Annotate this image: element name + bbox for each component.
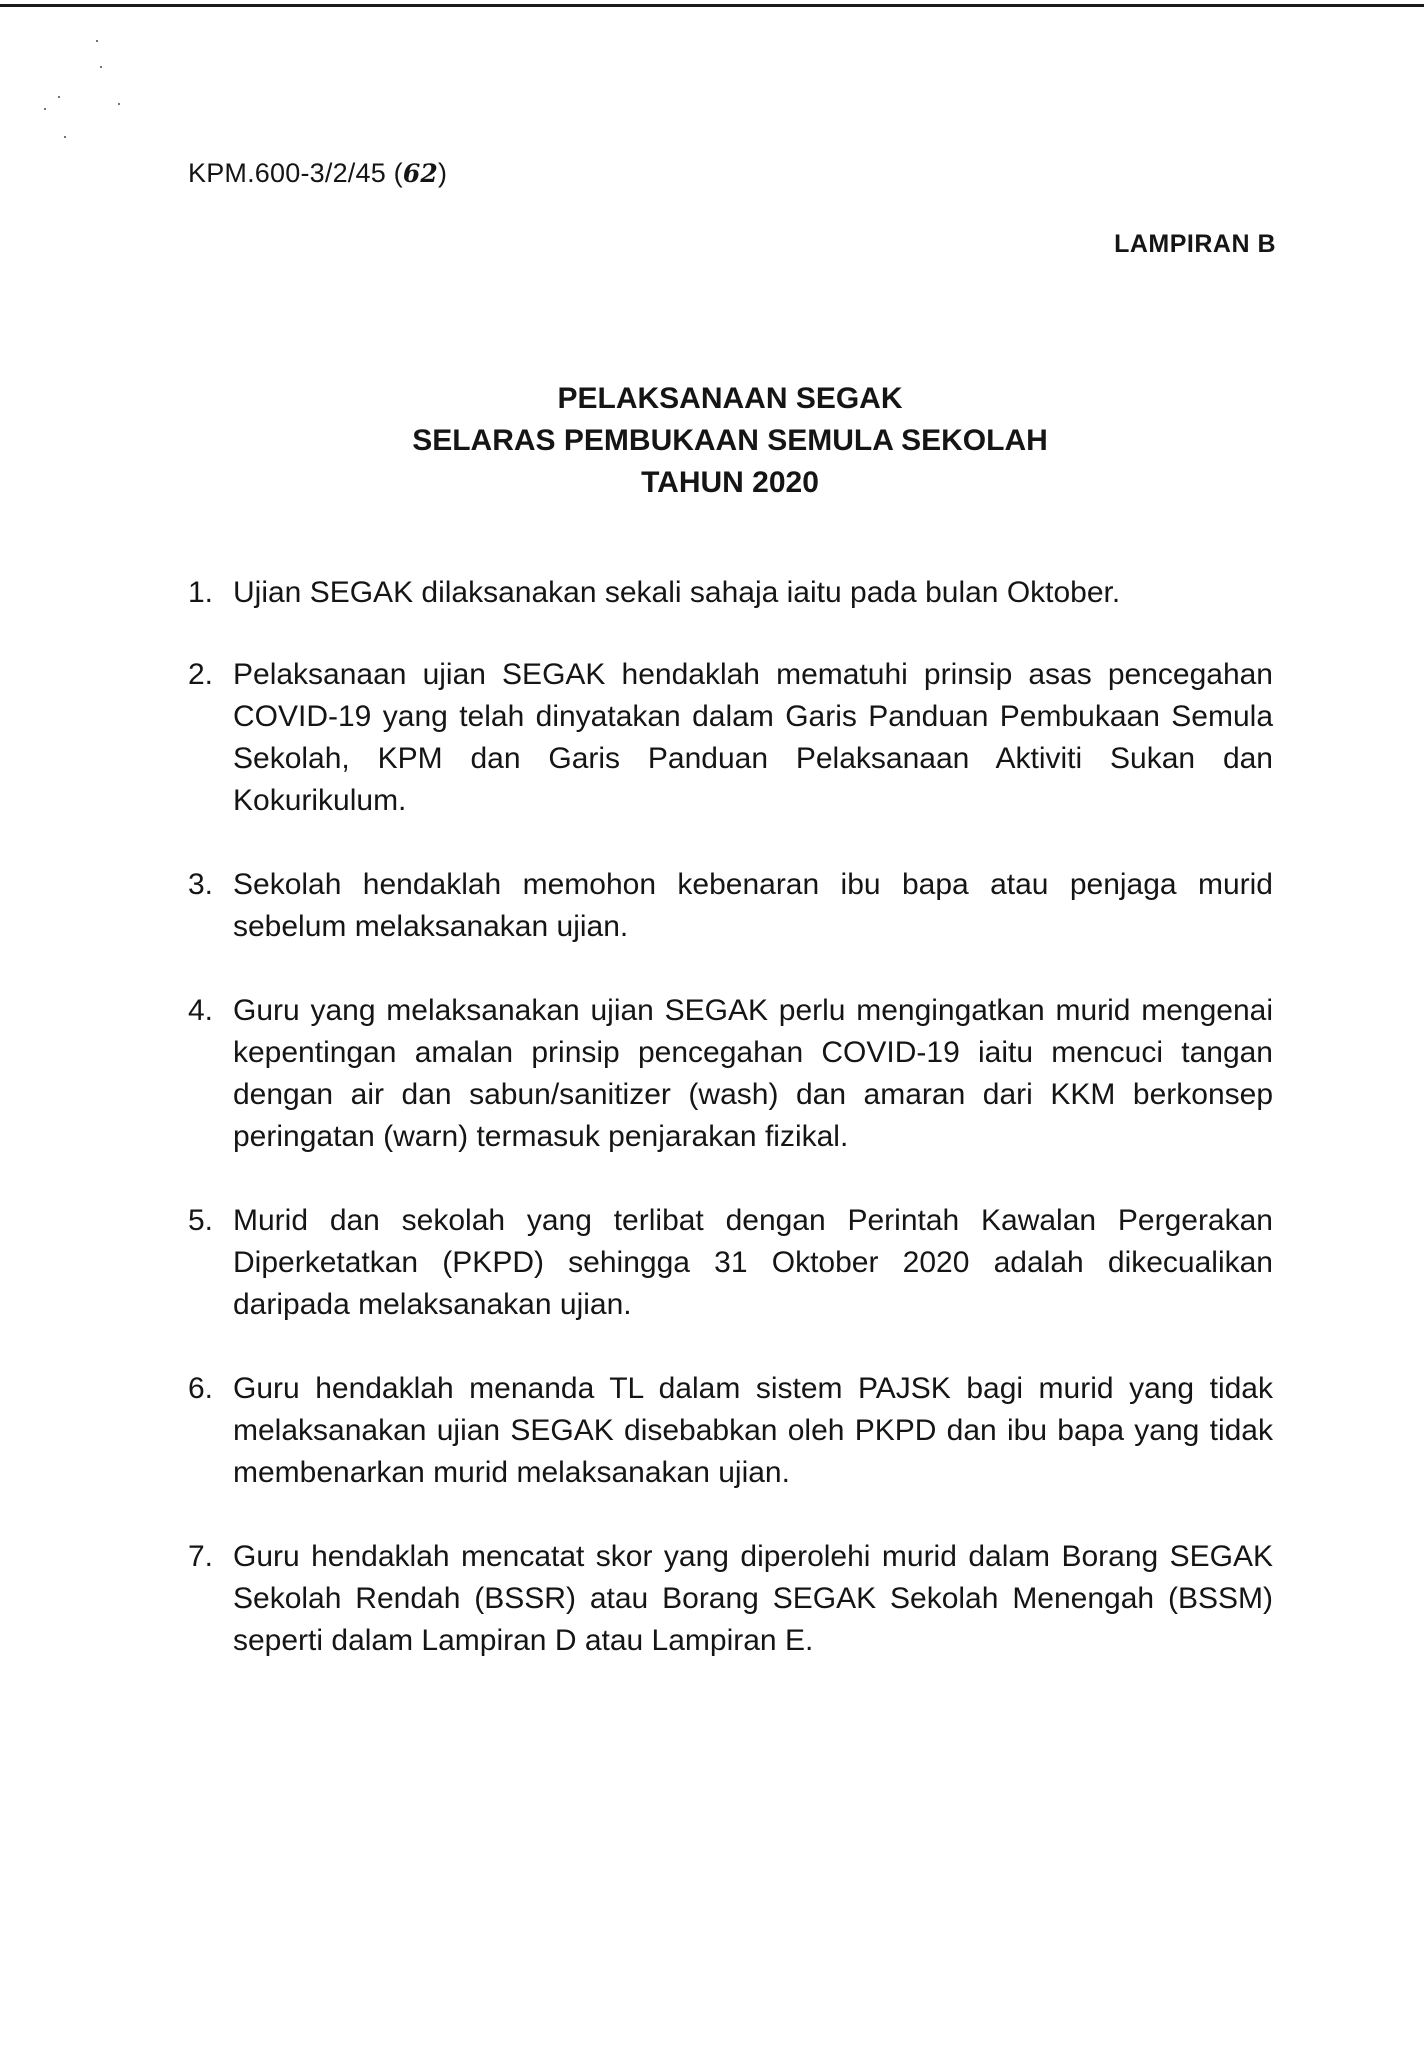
handwritten-reference-number: 62: [402, 159, 439, 188]
scan-speck: [44, 108, 46, 110]
item-text: Murid dan sekolah yang terlibat dengan Perintah Kawalan Pergerakan Diperketatkan (PKPD) sehingga 31 Oktober 2020 adalah dikecualikan daripada melaksanakan ujian.: [233, 1204, 1273, 1321]
scan-speck: [100, 66, 102, 68]
item-text: Sekolah hendaklah memohon kebenaran ibu bapa atau penjaga murid sebelum melaksanakan ujian.: [233, 868, 1273, 943]
item-number: 5.: [188, 1204, 214, 1237]
scan-speck: [58, 96, 60, 98]
reference-suffix: ): [438, 158, 448, 188]
list-item: [188, 990, 1273, 1158]
numbered-list: [188, 572, 1273, 1662]
appendix-label: LAMPIRAN B: [1114, 230, 1276, 258]
reference-prefix: KPM.600-3/2/45 (: [188, 158, 403, 188]
list-item: [188, 1368, 1273, 1494]
scan-speck: [64, 136, 66, 138]
list-item: [188, 1200, 1273, 1326]
item-number: 2.: [188, 658, 214, 691]
list-item: [188, 654, 1273, 822]
list-item: [188, 864, 1273, 948]
item-text: Ujian SEGAK dilaksanakan sekali sahaja iaitu pada bulan Oktober.: [233, 576, 1121, 609]
scan-speck: [96, 40, 98, 42]
reference-number: [188, 158, 447, 189]
item-text: Pelaksanaan ujian SEGAK hendaklah mematuhi prinsip asas pencegahan COVID-19 yang telah dinyatakan dalam Garis Panduan Pembukaan Semula Sekolah, KPM dan Garis Panduan Pelaksanaan Aktiviti Sukan dan Kokurikulum.: [233, 658, 1273, 817]
title-line-1: PELAKSANAAN SEGAK: [557, 382, 903, 415]
item-number: 7.: [188, 1540, 214, 1573]
item-number: 3.: [188, 868, 214, 901]
item-number: 6.: [188, 1372, 214, 1405]
document-title: [390, 378, 1070, 504]
title-line-2: SELARAS PEMBUKAAN SEMULA SEKOLAH: [412, 424, 1048, 457]
item-text: Guru yang melaksanakan ujian SEGAK perlu mengingatkan murid mengenai kepentingan amalan prinsip pencegahan COVID-19 iaitu mencuci tangan dengan air dan sabun/sanitizer (wash) dan amaran dari KKM berkonsep peringatan (warn) termasuk penjarakan fizikal.: [233, 994, 1273, 1153]
list-item: [188, 1536, 1273, 1662]
item-number: 4.: [188, 994, 214, 1027]
scan-top-border: [0, 4, 1424, 7]
item-text: Guru hendaklah menanda TL dalam sistem PAJSK bagi murid yang tidak melaksanakan ujian SEGAK disebabkan oleh PKPD dan ibu bapa yang tidak membenarkan murid melaksanakan ujian.: [233, 1372, 1273, 1489]
list-item: [188, 572, 1273, 614]
title-line-3: TAHUN 2020: [641, 466, 819, 499]
item-number: 1.: [188, 576, 214, 609]
scan-speck: [118, 103, 120, 105]
item-text: Guru hendaklah mencatat skor yang diperolehi murid dalam Borang SEGAK Sekolah Rendah (BSSR) atau Borang SEGAK Sekolah Menengah (BSSM) seperti dalam Lampiran D atau Lampiran E.: [233, 1540, 1273, 1657]
